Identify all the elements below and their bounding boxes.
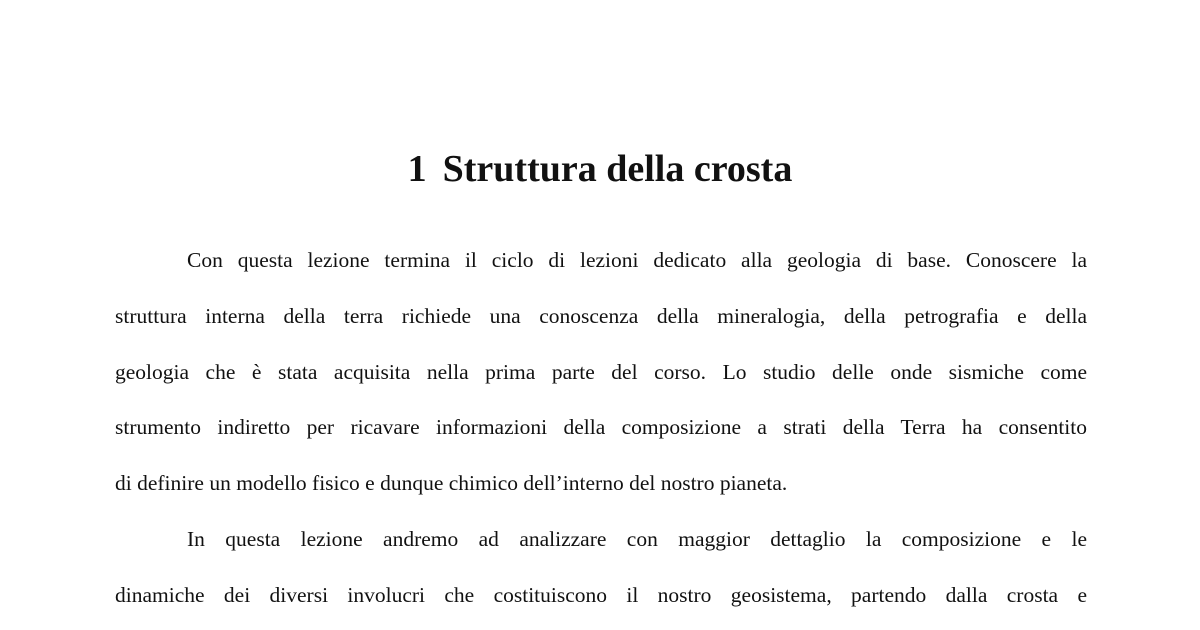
paragraph-line: strumento indiretto per ricavare informazioni della composizione a strati della Terra ha consentito bbox=[115, 415, 1087, 439]
section-number: 1 bbox=[407, 148, 427, 190]
paragraph-line: struttura interna della terra richiede una conoscenza della mineralogia, della petrografia e della bbox=[115, 304, 1087, 328]
paragraph-line: dinamiche dei diversi involucri che costituiscono il nostro geosistema, partendo dalla crosta e bbox=[115, 583, 1087, 607]
section-heading bbox=[0, 146, 1200, 192]
section-title: Struttura della crosta bbox=[442, 148, 793, 190]
paragraph-line: di definire un modello fisico e dunque chimico dell’interno del nostro pianeta. bbox=[115, 471, 788, 495]
paragraph-line: Con questa lezione termina il ciclo di lezioni dedicato alla geologia di base. Conoscere la bbox=[187, 248, 1087, 272]
paragraph-line: geologia che è stata acquisita nella prima parte del corso. Lo studio delle onde sismiche come bbox=[115, 360, 1087, 384]
paragraph-line: In questa lezione andremo ad analizzare con maggior dettaglio la composizione e le bbox=[187, 527, 1087, 551]
